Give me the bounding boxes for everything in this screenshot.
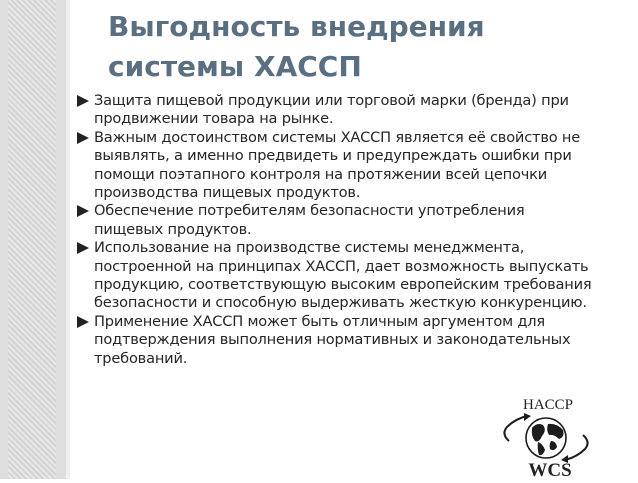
bullet-text: Обеспечение потребителям безопасности употребления пищевых продуктов. [94,202,525,238]
bullet-item [76,239,596,313]
bullet-text: Защита пищевой продукции или торговой марки (бренда) при продвижении товара на рынке. [94,92,569,128]
decorative-sidebar [0,0,66,479]
bullet-icon [76,92,92,111]
bullet-icon [76,129,92,148]
bullet-list [76,92,596,368]
bullet-item [76,129,596,203]
sidebar-stripe-pattern [8,0,56,479]
logo-top-text: HACCP [522,397,574,413]
bullet-icon [76,313,92,332]
bullet-item [76,313,596,368]
bullet-text: Применение ХАССП может быть отличным аргументом для подтверждения выполнения нормативных и законодательных требований. [94,312,571,367]
bullet-item [76,92,596,129]
globe-icon [504,413,587,463]
slide-title: Выгодность внедрения системы ХАССП [108,10,485,83]
bullet-icon [76,202,92,221]
haccp-wcs-logo [493,394,599,479]
sidebar-divider [66,0,70,479]
bullet-text: Важным достоинством системы ХАССП является её свойство не выявлять, а именно предвидеть и предупреждать ошибки при помощи поэтапного контроля на протяжении всей цепочки производства пищевых продуктов. [94,128,581,202]
bullet-item [76,202,596,239]
logo-bottom-text: WCS [528,460,572,479]
bullet-text: Использование на производстве системы менеджмента, построенной на принципах ХАССП, дает возможность выпускать продукцию, соответствующую высоким европейским требования безопасности и способную выдерживать жесткую конкуренцию. [94,239,592,312]
bullet-icon [76,239,92,258]
